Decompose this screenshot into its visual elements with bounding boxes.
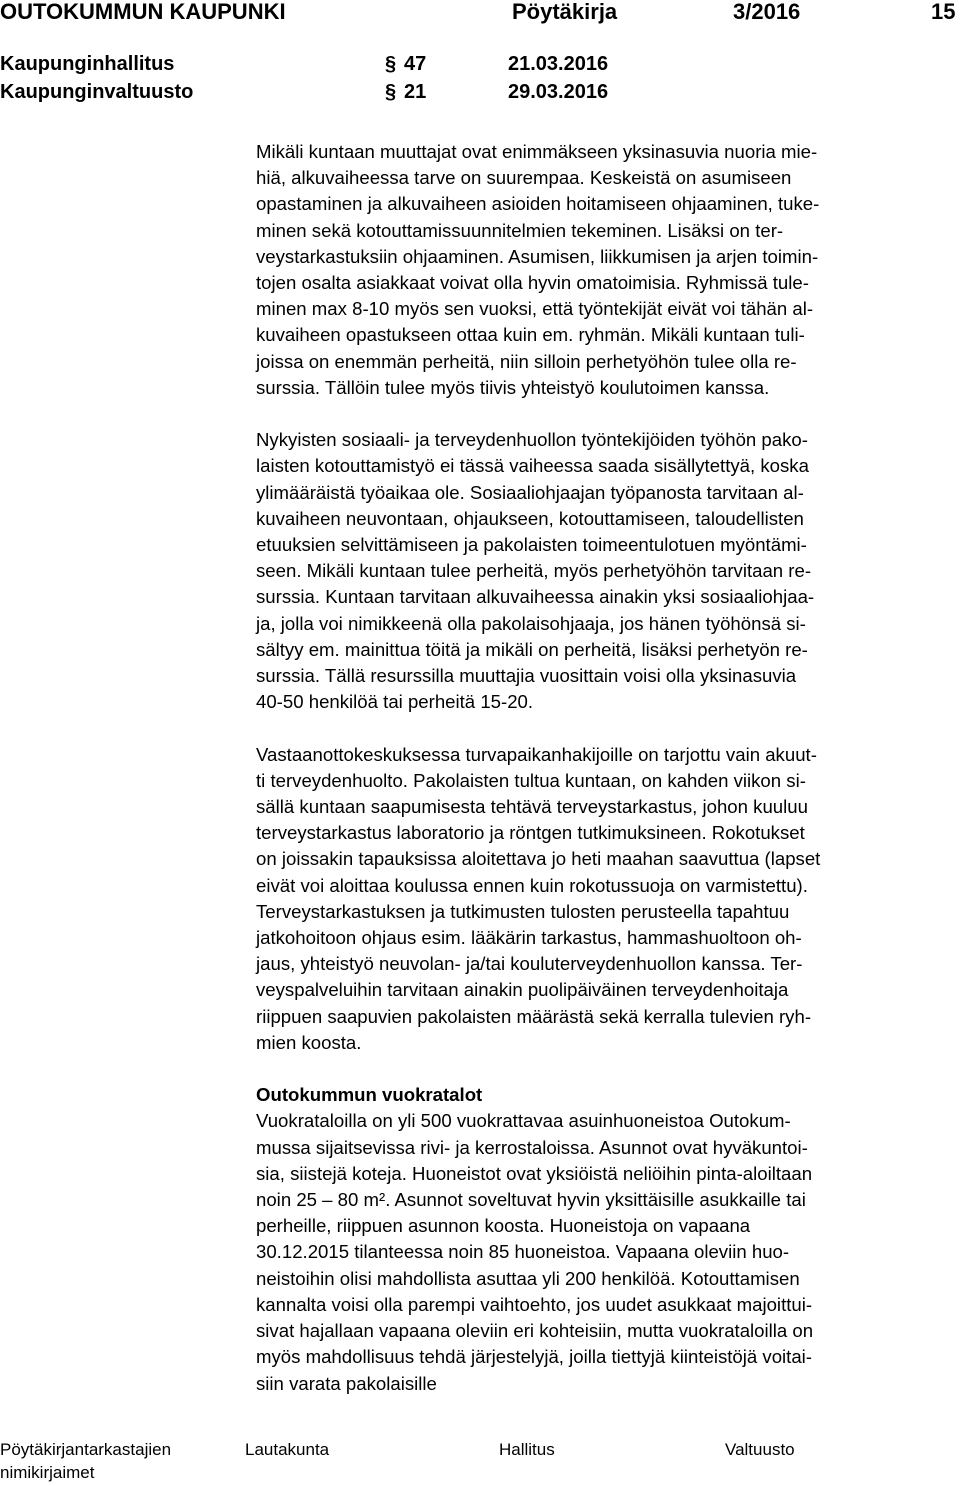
text-line: minen sekä kotouttamissuunnitelmien tekeminen. Lisäksi on ter-: [256, 219, 784, 241]
paragraph-rental-housing: [256, 1108, 956, 1396]
text-line: mussa sijaitsevissa rivi- ja kerrostaloissa. Asunnot ovat hyväkuntoi-: [256, 1136, 808, 1158]
text-line: opastaminen ja alkuvaiheen asioiden hoitamiseen ohjaaminen, tuke-: [256, 193, 820, 215]
text-line: kannalta voisi olla parempi vaihtoehto, jos uudet asukkaat majoittui-: [256, 1293, 813, 1315]
text-line: neistoihin olisi mahdollista asuttaa yli 200 henkilöä. Kotouttamisen: [256, 1267, 800, 1289]
meeting-row-hallitus: [0, 52, 700, 78]
text-line: noin 25 – 80 m². Asunnot soveltuvat hyvin yksittäisille asukkaille tai: [256, 1189, 806, 1211]
text-line: Nykyisten sosiaali- ja terveydenhuollon työntekijöiden työhön pako-: [256, 429, 808, 451]
text-line: Vuokrataloilla on yli 500 vuokrattavaa asuinhuoneistoa Outokum-: [256, 1110, 791, 1132]
text-line: etuuksien selvittämiseen ja pakolaisten toimeentulotuen myöntämi-: [256, 534, 807, 556]
text-line: veyspalveluihin tarvitaan ainakin puolipäiväinen terveydenhoitaja: [256, 979, 789, 1001]
text-line: mien koosta.: [256, 1031, 362, 1053]
text-line: Terveystarkastuksen ja tutkimusten tulosten perusteella tapahtuu: [256, 900, 790, 922]
text-line: eivät voi aloittaa koulussa ennen kuin rokotussuoja on varmistettu).: [256, 874, 808, 896]
text-line: jatkohoitoon ohjaus esim. lääkärin tarkastus, hammashuoltoon oh-: [256, 927, 802, 949]
section-sign: §: [385, 53, 397, 75]
text-line: sältyy em. mainittua töitä ja mikäli on perheitä, lisäksi perhetyön re-: [256, 638, 808, 660]
text-line: laisten kotouttamistyö ei tässä vaiheessa saada sisällytettyä, koska: [256, 455, 809, 477]
text-line: myös mahdollisuus tehdä järjestelyjä, joilla tiettyjä kiinteistöjä voitai-: [256, 1346, 812, 1368]
meeting-date: 21.03.2016: [508, 53, 609, 75]
text-line: siin varata pakolaisille: [256, 1372, 437, 1394]
document-body: [256, 139, 956, 1397]
meeting-body: Kaupunginvaltuusto: [0, 81, 194, 103]
text-line: seen. Mikäli kuntaan tulee perheitä, myös perhetyöhön tarvitaan re-: [256, 560, 812, 582]
footer-valtuusto: Valtuusto: [725, 1440, 795, 1459]
text-line: sia, siistejä koteja. Huoneistot ovat yksiöistä neliöihin pinta-aloiltaan: [256, 1162, 813, 1184]
text-line: minen max 8-10 myös sen vuoksi, että työntekijät eivät voi tähän al-: [256, 298, 814, 320]
page-number: 15: [931, 0, 956, 24]
text-line: surssia. Tällä resurssilla muuttajia vuosittain voisi olla yksinasuvia: [256, 665, 797, 687]
text-line: 40-50 henkilöä tai perheitä 15-20.: [256, 691, 534, 713]
meeting-body: Kaupunginhallitus: [0, 53, 175, 75]
page-footer: [0, 1438, 960, 1486]
text-line: ja, jolla voi nimikkeenä olla pakolaisohjaaja, jos hänen työhönsä si-: [256, 612, 806, 634]
document-type: Pöytäkirja: [512, 0, 618, 24]
meeting-date: 29.03.2016: [508, 81, 609, 103]
text-line: kuvaiheen opastukseen ottaa kuin em. ryhmän. Mikäli kuntaan tuli-: [256, 324, 805, 346]
organization-name: OUTOKUMMUN KAUPUNKI: [0, 0, 286, 24]
text-line: kuvaiheen neuvontaan, ohjaukseen, kotouttamiseen, taloudellisten: [256, 507, 804, 529]
text-line: jaus, yhteistyö neuvolan- ja/tai kouluterveydenhuollon kanssa. Ter-: [256, 953, 803, 975]
text-line: ylimääräistä työaikaa ole. Sosiaaliohjaajan työpanosta tarvitaan al-: [256, 481, 804, 503]
footer-lautakunta: Lautakunta: [245, 1440, 330, 1459]
meeting-row-valtuusto: [0, 80, 700, 106]
text-line: Mikäli kuntaan muuttajat ovat enimmäkseen yksinasuvia nuoria mie-: [256, 141, 818, 162]
text-line: surssia. Tällöin tulee myös tiivis yhteistyö koulutoimen kanssa.: [256, 376, 770, 398]
paragraph-health-care: [256, 742, 956, 1056]
text-line: surssia. Kuntaan tarvitaan alkuvaiheessa ainakin yksi sosiaaliohjaa-: [256, 586, 815, 608]
text-line: perheille, riippuen asunnon koosta. Huoneistoja on vapaana: [256, 1215, 751, 1237]
section-number: 47: [404, 53, 427, 75]
section-heading: Outokummun vuokratalot: [256, 1084, 483, 1106]
text-line: riippuen saapuvien pakolaisten määrästä sekä kerralla tulevien ryh-: [256, 1005, 812, 1027]
text-line: tojen osalta asiakkaat voivat olla hyvin omatoimisia. Ryhmissä tule-: [256, 272, 809, 294]
text-line: terveystarkastus laboratorio ja röntgen tutkimuksineen. Rokotukset: [256, 822, 805, 844]
text-line: hiä, alkuvaiheessa tarve on suurempaa. Keskeistä on asumiseen: [256, 167, 792, 189]
section-sign: §: [385, 81, 397, 103]
paragraph-young-residents: [256, 139, 956, 401]
text-line: veystarkastuksiin ohjaaminen. Asumisen, liikkumisen ja arjen toimin-: [256, 245, 819, 267]
paragraph-social-services: [256, 427, 956, 715]
text-line: Vastaanottokeskuksessa turvapaikanhakijoille on tarjottu vain akuut-: [256, 743, 817, 765]
section-number: 21: [404, 81, 427, 103]
footer-examiners: [0, 1438, 171, 1484]
footer-examiners-line1: Pöytäkirjantarkastajien: [0, 1440, 172, 1459]
text-line: sällä kuntaan saapumisesta tehtävä terveystarkastus, johon kuuluu: [256, 796, 808, 818]
footer-examiners-line2: nimikirjaimet: [0, 1463, 95, 1482]
text-line: ti terveydenhuolto. Pakolaisten tultua kuntaan, on kahden viikon si-: [256, 769, 806, 791]
footer-hallitus: Hallitus: [499, 1440, 555, 1459]
text-line: joissa on enemmän perheitä, niin silloin perhetyöhön tulee olla re-: [256, 350, 797, 372]
text-line: on joissakin tapauksissa aloitettava jo heti maahan saavuttua (lapset: [256, 848, 821, 870]
document-number: 3/2016: [733, 0, 801, 24]
text-line: 30.12.2015 tilanteessa noin 85 huoneistoa. Vapaana oleviin huo-: [256, 1241, 790, 1263]
text-line: sivat hajallaan vapaana oleviin eri kohteisiin, mutta vuokrataloilla on: [256, 1320, 814, 1342]
